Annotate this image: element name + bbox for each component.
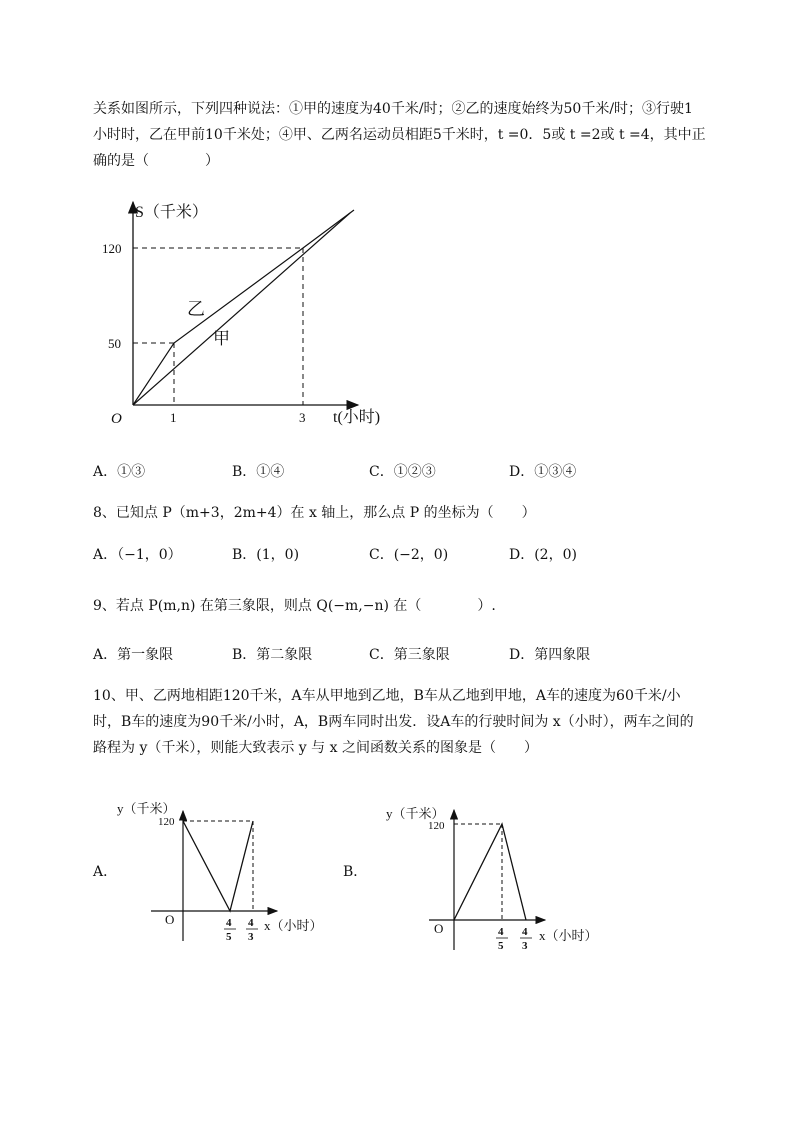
q7-stem-line-2: 小时时，乙在甲前10千米处；④甲、乙两名运动员相距5千米时，t =0．5或 t =2或 t =4，其中正 bbox=[93, 127, 706, 143]
q10b-y-axis-label: y（千米） bbox=[386, 806, 445, 821]
q10b-x-tick-1-num: 4 bbox=[498, 926, 504, 938]
q10b-graph-line bbox=[454, 824, 526, 920]
q10b-y-tick-120: 120 bbox=[428, 820, 445, 832]
q9-option-a[interactable]: A．第一象限 bbox=[93, 647, 174, 663]
q7-stem-line-3: 确的是（ ） bbox=[93, 153, 219, 169]
q7-option-b[interactable]: B．①④ bbox=[232, 464, 285, 480]
q8-option-b[interactable]: B．(1，0) bbox=[232, 547, 300, 563]
q9-option-c[interactable]: C．第三象限 bbox=[369, 647, 450, 663]
q7-jia-label: 甲 bbox=[213, 329, 230, 348]
q7-x-tick-1: 1 bbox=[170, 410, 177, 425]
q8-option-d[interactable]: D．(2，0) bbox=[509, 547, 577, 563]
q7-y-tick-50: 50 bbox=[108, 336, 121, 351]
q8-option-c[interactable]: C．(−2，0) bbox=[369, 547, 449, 563]
q10a-origin-label: O bbox=[165, 912, 175, 927]
q7-x-tick-3: 3 bbox=[299, 410, 306, 425]
q10b-x-tick-2-den: 3 bbox=[522, 940, 528, 952]
q7-stem-line-1: 关系如图所示，下列四种说法：①甲的速度为40千米/时；②乙的速度始终为50千米/时；③行驶1 bbox=[93, 101, 693, 117]
q7-yi-label: 乙 bbox=[187, 299, 205, 319]
q10a-y-tick-120: 120 bbox=[158, 816, 175, 828]
q10-stem-line-1: 10、甲、乙两地相距120千米，A车从甲地到乙地，B车从乙地到甲地，A车的速度为60千米/小 bbox=[93, 688, 681, 704]
q9-option-b[interactable]: B．第二象限 bbox=[232, 647, 313, 663]
q10b-x-tick-2-num: 4 bbox=[522, 926, 528, 938]
q9-stem: 9、若点 P(m,n) 在第三象限，则点 Q(−m,−n) 在（ ）. bbox=[93, 598, 496, 614]
q10-graph-a[interactable] bbox=[112, 795, 337, 955]
q10a-x-tick-1-num: 4 bbox=[226, 917, 232, 929]
q7-origin-label: O bbox=[111, 411, 122, 427]
q10a-graph-line bbox=[183, 821, 253, 911]
q10a-y-axis-label: y（千米） bbox=[117, 801, 176, 816]
q7-y-tick-120: 120 bbox=[102, 241, 122, 256]
q10-stem-line-2: 时，B车的速度为90千米/小时，A，B两车同时出发．设A车的行驶时间为 x（小时），两车之间的 bbox=[93, 714, 694, 730]
q7-option-d[interactable]: D．①③④ bbox=[509, 464, 577, 480]
q7-option-c[interactable]: C．①②③ bbox=[369, 464, 436, 480]
q10b-origin-label: O bbox=[434, 921, 444, 936]
q10a-x-tick-2-num: 4 bbox=[248, 917, 254, 929]
q9-option-d[interactable]: D．第四象限 bbox=[509, 647, 591, 663]
q7-option-a[interactable]: A．①③ bbox=[93, 464, 146, 480]
q10-graph-b[interactable] bbox=[379, 800, 609, 960]
q10-option-b-label[interactable]: B． bbox=[343, 864, 368, 880]
q7-y-axis-label: S（千米） bbox=[135, 204, 208, 221]
q8-option-a[interactable]: A．（−1，0） bbox=[93, 547, 182, 563]
q10b-x-axis-label: x（小时） bbox=[539, 928, 598, 943]
q10-option-a-label[interactable]: A． bbox=[93, 864, 118, 880]
q10a-x-axis-label: x（小时） bbox=[264, 918, 323, 933]
q7-x-axis-label: t(小时) bbox=[333, 409, 381, 426]
q10a-x-tick-1-den: 5 bbox=[226, 931, 232, 943]
q10b-x-tick-1-den: 5 bbox=[498, 940, 504, 952]
q8-stem: 8、已知点 P（m+3，2m+4）在 x 轴上，那么点 P 的坐标为（ ） bbox=[93, 505, 536, 521]
q7-jia-line bbox=[133, 213, 350, 405]
q10a-x-tick-2-den: 3 bbox=[248, 931, 254, 943]
q7-distance-time-graph bbox=[90, 190, 420, 435]
q10-stem-line-3: 路程为 y（千米），则能大致表示 y 与 x 之间函数关系的图象是（ ） bbox=[93, 740, 538, 756]
